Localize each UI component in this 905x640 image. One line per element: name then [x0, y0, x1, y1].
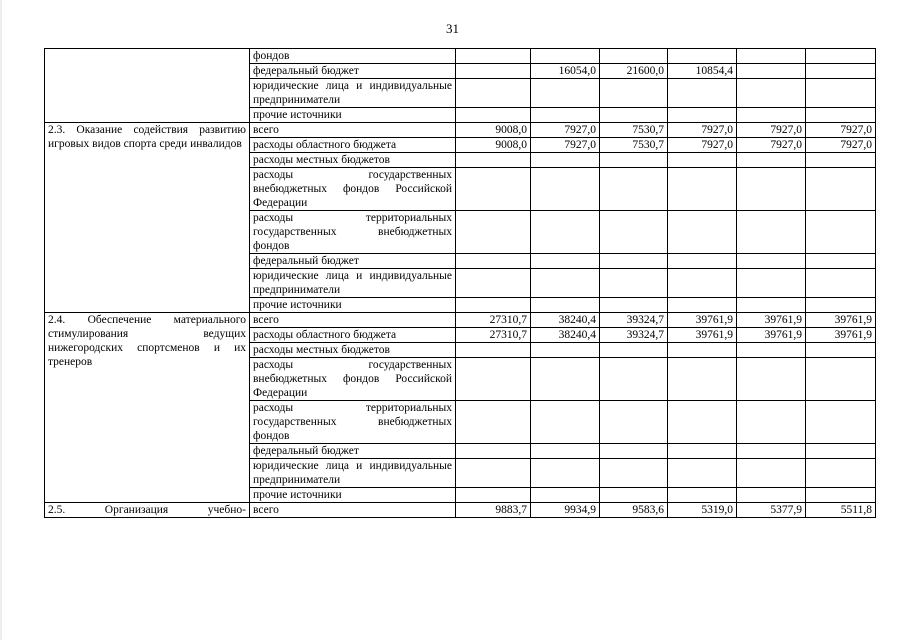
value-cell [806, 269, 876, 298]
funding-source-cell: расходы местных бюджетов [250, 153, 456, 168]
value-cell: 7927,0 [737, 138, 806, 153]
value-cell [737, 269, 806, 298]
value-cell: 27310,7 [456, 328, 531, 343]
value-cell [531, 153, 600, 168]
value-cell [737, 343, 806, 358]
value-cell: 21600,0 [600, 64, 668, 79]
value-cell [600, 49, 668, 64]
table-row [45, 49, 876, 64]
value-cell [456, 211, 531, 254]
value-cell: 7530,7 [600, 138, 668, 153]
value-cell: 7927,0 [806, 138, 876, 153]
value-cell [737, 108, 806, 123]
value-cell [531, 401, 600, 444]
measure-cell: 2.4. Обеспечение материального стимулирования ведущих нижегородских спортсменов и их тренеров [45, 313, 250, 503]
value-cell [531, 168, 600, 211]
value-cell: 7927,0 [737, 123, 806, 138]
value-cell: 9008,0 [456, 123, 531, 138]
value-cell [600, 488, 668, 503]
scan-edge [0, 0, 2, 640]
funding-source-cell: расходы областного бюджета [250, 138, 456, 153]
funding-source-cell: расходы территориальных государственных внебюджетных фондов [250, 401, 456, 444]
value-cell [600, 108, 668, 123]
funding-source-cell: фондов [250, 49, 456, 64]
value-cell [806, 49, 876, 64]
value-cell [737, 254, 806, 269]
value-cell: 7927,0 [668, 123, 737, 138]
value-cell [668, 254, 737, 269]
value-cell [531, 343, 600, 358]
value-cell: 7927,0 [531, 138, 600, 153]
value-cell [456, 108, 531, 123]
value-cell [668, 459, 737, 488]
value-cell [531, 488, 600, 503]
value-cell [806, 343, 876, 358]
value-cell [600, 168, 668, 211]
value-cell: 9583,6 [600, 503, 668, 518]
value-cell: 39761,9 [737, 313, 806, 328]
value-cell [737, 401, 806, 444]
value-cell [531, 358, 600, 401]
value-cell [737, 168, 806, 211]
value-cell: 9883,7 [456, 503, 531, 518]
value-cell [668, 168, 737, 211]
value-cell [806, 488, 876, 503]
value-cell [737, 358, 806, 401]
value-cell [531, 269, 600, 298]
value-cell [806, 401, 876, 444]
value-cell [668, 153, 737, 168]
value-cell [531, 79, 600, 108]
value-cell [600, 444, 668, 459]
page-number: 31 [446, 21, 459, 36]
value-cell: 38240,4 [531, 328, 600, 343]
funding-source-cell: федеральный бюджет [250, 254, 456, 269]
value-cell [737, 444, 806, 459]
value-cell [600, 211, 668, 254]
funding-source-cell: расходы областного бюджета [250, 328, 456, 343]
value-cell [737, 488, 806, 503]
value-cell [737, 49, 806, 64]
value-cell [531, 254, 600, 269]
table-row [45, 313, 876, 328]
value-cell [806, 153, 876, 168]
value-cell: 9008,0 [456, 138, 531, 153]
value-cell [600, 358, 668, 401]
value-cell [806, 444, 876, 459]
value-cell [456, 64, 531, 79]
value-cell [668, 269, 737, 298]
value-cell [600, 79, 668, 108]
value-cell: 5511,8 [806, 503, 876, 518]
value-cell: 7927,0 [668, 138, 737, 153]
value-cell [456, 358, 531, 401]
funding-source-cell: юридические лица и индивидуальные предприниматели [250, 79, 456, 108]
table-row [45, 503, 876, 518]
value-cell [806, 168, 876, 211]
value-cell [737, 459, 806, 488]
funding-source-cell: расходы территориальных государственных внебюджетных фондов [250, 211, 456, 254]
value-cell [806, 211, 876, 254]
value-cell [806, 64, 876, 79]
value-cell [456, 254, 531, 269]
value-cell [737, 153, 806, 168]
value-cell [456, 269, 531, 298]
value-cell: 10854,4 [668, 64, 737, 79]
value-cell [531, 108, 600, 123]
value-cell [806, 298, 876, 313]
funding-source-cell: федеральный бюджет [250, 64, 456, 79]
value-cell [456, 153, 531, 168]
value-cell [668, 401, 737, 444]
value-cell [600, 153, 668, 168]
value-cell: 39761,9 [668, 313, 737, 328]
value-cell: 5377,9 [737, 503, 806, 518]
value-cell [806, 254, 876, 269]
value-cell [806, 358, 876, 401]
value-cell: 39324,7 [600, 313, 668, 328]
value-cell [737, 64, 806, 79]
value-cell [737, 211, 806, 254]
value-cell: 39761,9 [668, 328, 737, 343]
measure-cell [45, 49, 250, 123]
measure-cell: 2.5. Организация учебно- [45, 503, 250, 518]
funding-source-cell: расходы государственных внебюджетных фондов Российской Федерации [250, 168, 456, 211]
value-cell: 39324,7 [600, 328, 668, 343]
value-cell [668, 488, 737, 503]
value-cell [806, 459, 876, 488]
value-cell [668, 343, 737, 358]
value-cell [737, 79, 806, 108]
value-cell [600, 401, 668, 444]
value-cell: 7927,0 [531, 123, 600, 138]
value-cell [806, 79, 876, 108]
value-cell: 39761,9 [806, 328, 876, 343]
value-cell [531, 298, 600, 313]
value-cell [668, 358, 737, 401]
funding-source-cell: федеральный бюджет [250, 444, 456, 459]
value-cell: 39761,9 [737, 328, 806, 343]
value-cell: 7927,0 [806, 123, 876, 138]
value-cell [600, 298, 668, 313]
value-cell: 16054,0 [531, 64, 600, 79]
value-cell [668, 444, 737, 459]
value-cell [531, 49, 600, 64]
value-cell [456, 488, 531, 503]
value-cell [737, 298, 806, 313]
value-cell [600, 343, 668, 358]
funding-source-cell: всего [250, 313, 456, 328]
table-row [45, 123, 876, 138]
value-cell [600, 459, 668, 488]
value-cell [456, 49, 531, 64]
value-cell [531, 444, 600, 459]
funding-source-cell: расходы государственных внебюджетных фондов Российской Федерации [250, 358, 456, 401]
value-cell: 9934,9 [531, 503, 600, 518]
value-cell [806, 108, 876, 123]
value-cell [531, 459, 600, 488]
value-cell [456, 459, 531, 488]
value-cell [456, 343, 531, 358]
funding-source-cell: прочие источники [250, 298, 456, 313]
value-cell: 5319,0 [668, 503, 737, 518]
value-cell [531, 211, 600, 254]
value-cell [456, 401, 531, 444]
value-cell [668, 211, 737, 254]
funding-source-cell: прочие источники [250, 488, 456, 503]
funding-source-cell: юридические лица и индивидуальные предприниматели [250, 459, 456, 488]
value-cell [456, 298, 531, 313]
value-cell [600, 269, 668, 298]
funding-source-cell: юридические лица и индивидуальные предприниматели [250, 269, 456, 298]
value-cell [456, 444, 531, 459]
value-cell [668, 79, 737, 108]
funding-source-cell: всего [250, 123, 456, 138]
value-cell: 7530,7 [600, 123, 668, 138]
value-cell: 39761,9 [806, 313, 876, 328]
value-cell [456, 168, 531, 211]
budget-table [44, 48, 876, 518]
value-cell: 27310,7 [456, 313, 531, 328]
value-cell [600, 254, 668, 269]
funding-source-cell: прочие источники [250, 108, 456, 123]
funding-source-cell: расходы местных бюджетов [250, 343, 456, 358]
value-cell [456, 79, 531, 108]
funding-source-cell: всего [250, 503, 456, 518]
value-cell [668, 298, 737, 313]
value-cell: 38240,4 [531, 313, 600, 328]
value-cell [668, 108, 737, 123]
value-cell [668, 49, 737, 64]
measure-cell: 2.3. Оказание содействия развитию игровых видов спорта среди инвалидов [45, 123, 250, 313]
